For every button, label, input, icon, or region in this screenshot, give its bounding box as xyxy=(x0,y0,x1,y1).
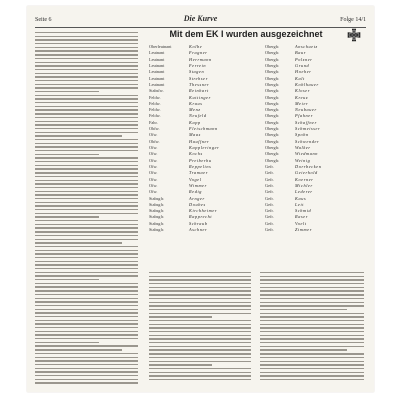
honor-name: Kochs xyxy=(189,151,203,157)
honor-rank: Obfw. xyxy=(149,138,160,144)
honor-rank: Obergfr. xyxy=(265,138,280,144)
honor-name: Anschuetz xyxy=(295,44,318,49)
honor-name: Strehser xyxy=(189,75,208,81)
text-line xyxy=(35,312,138,313)
text-line xyxy=(149,361,251,362)
text-line xyxy=(35,202,138,203)
honor-rank: Obergfr. xyxy=(265,69,280,75)
text-line xyxy=(260,298,364,299)
honor-rank: Ofw. xyxy=(149,145,158,150)
text-line xyxy=(149,372,251,373)
text-line xyxy=(35,316,138,317)
honor-name: Kirchheimer xyxy=(189,208,218,214)
honor-rank: Gefr. xyxy=(265,170,274,176)
honor-rank: Gefr. xyxy=(265,195,274,201)
text-line xyxy=(35,124,138,125)
text-line xyxy=(35,286,138,287)
honor-rank: Stabsfw. xyxy=(149,88,164,94)
text-line xyxy=(35,227,138,228)
text-line xyxy=(35,109,138,110)
text-line xyxy=(35,298,138,299)
honor-name: Fragner xyxy=(189,50,208,56)
honor-name: Schmeisser xyxy=(295,126,321,132)
text-line xyxy=(35,246,138,247)
honor-rank: Fahr. xyxy=(149,119,158,125)
text-line xyxy=(149,283,251,284)
text-line xyxy=(35,73,138,74)
honor-rank: Oberleutnant xyxy=(149,44,172,49)
honor-name: Aschner xyxy=(189,227,208,233)
text-line xyxy=(260,283,364,284)
text-line xyxy=(35,117,138,118)
honor-name: Thessner xyxy=(189,81,210,87)
text-line xyxy=(149,327,251,328)
honor-name: Arnger xyxy=(189,195,205,201)
text-line xyxy=(35,379,138,380)
article-column-right xyxy=(260,272,364,384)
text-line xyxy=(149,338,251,339)
text-line xyxy=(149,316,212,317)
honor-rank: Stabsgfr. xyxy=(149,195,165,201)
honor-rank: Gefr. xyxy=(265,214,274,220)
text-line xyxy=(35,235,138,236)
text-line xyxy=(35,84,138,85)
magazine-page xyxy=(27,6,374,392)
text-line xyxy=(149,309,251,310)
honor-name: Stagen xyxy=(189,69,205,75)
text-line xyxy=(35,334,138,335)
text-line xyxy=(35,65,138,66)
honor-rank: Leutnant xyxy=(149,69,165,75)
text-line xyxy=(35,54,138,55)
honor-name: Baur xyxy=(295,50,306,56)
text-line xyxy=(149,320,251,321)
honor-rank: Stabsgfr. xyxy=(149,214,165,220)
text-line xyxy=(35,205,138,206)
honor-name: Zimmer xyxy=(295,227,312,233)
honor-rank: Leutnant xyxy=(149,56,165,62)
honor-name: Kuttinger xyxy=(189,94,211,100)
honor-rank: Obergfr. xyxy=(265,119,280,125)
honor-name: Redig xyxy=(189,189,203,195)
header-rule xyxy=(35,27,366,28)
text-line xyxy=(149,272,251,273)
honor-rank: Ofw. xyxy=(149,151,158,157)
honor-name: Raser xyxy=(295,214,309,220)
text-line xyxy=(35,128,138,129)
text-line xyxy=(35,275,138,276)
text-line xyxy=(35,360,138,361)
text-line xyxy=(35,305,138,306)
honor-name: Fleischmann xyxy=(189,126,218,132)
text-line xyxy=(35,231,138,232)
honor-name: Neufeld xyxy=(189,113,207,119)
text-line xyxy=(149,302,251,303)
text-line xyxy=(35,224,138,225)
honor-rank: Gefr. xyxy=(265,201,274,207)
honor-name: Polzner xyxy=(295,56,313,62)
text-line xyxy=(35,183,138,184)
honor-name: Geierhold xyxy=(295,170,318,176)
text-line xyxy=(260,302,364,303)
text-line xyxy=(35,150,138,151)
text-line xyxy=(35,176,138,177)
text-line xyxy=(35,121,138,122)
text-line xyxy=(35,342,99,343)
text-line xyxy=(35,349,122,350)
text-line xyxy=(149,335,251,336)
honor-rank: Gefr. xyxy=(265,182,274,188)
text-line xyxy=(35,239,138,240)
text-line xyxy=(35,279,99,280)
text-line xyxy=(35,338,138,339)
text-line xyxy=(35,250,138,251)
text-line xyxy=(35,283,138,284)
article-column-left xyxy=(35,32,138,384)
text-line xyxy=(260,349,347,350)
honor-rank: Feldw. xyxy=(149,107,161,113)
magazine-title: Die Kurve xyxy=(183,14,218,23)
text-line xyxy=(35,87,138,88)
honor-name: Vogel xyxy=(189,176,202,182)
honor-name: Ferrein xyxy=(189,62,207,68)
text-line xyxy=(149,349,251,350)
text-line xyxy=(260,364,364,365)
text-line xyxy=(149,375,251,376)
honor-name: Menz xyxy=(189,107,201,113)
honor-name: Schaffner xyxy=(295,119,317,125)
text-line xyxy=(149,290,251,291)
text-line xyxy=(35,264,138,265)
honor-rank: Obergfr. xyxy=(265,107,280,113)
honor-rank: Leutnant xyxy=(149,75,165,81)
honors-list-right xyxy=(265,44,365,270)
text-line xyxy=(260,279,364,280)
text-line xyxy=(35,139,138,140)
honor-rank: Leutnant xyxy=(149,81,165,87)
honor-rank: Obergfr. xyxy=(265,113,280,119)
honor-name: Grund xyxy=(295,62,310,68)
honor-rank: Obergfr. xyxy=(265,50,280,56)
text-line xyxy=(35,301,138,302)
text-line xyxy=(35,290,138,291)
text-line xyxy=(149,353,251,354)
text-line xyxy=(260,368,364,369)
honor-rank: Feldw. xyxy=(149,113,161,119)
text-line xyxy=(35,69,138,70)
text-line xyxy=(35,143,138,144)
text-line xyxy=(35,331,138,332)
honor-rank: Obergfr. xyxy=(265,94,280,100)
text-line xyxy=(35,261,138,262)
honor-name: Spohn xyxy=(295,132,309,138)
text-line xyxy=(260,357,364,358)
text-line xyxy=(149,379,251,380)
honor-name: Tramaer xyxy=(189,170,209,176)
text-line xyxy=(35,76,138,77)
text-line xyxy=(35,220,138,221)
text-line xyxy=(260,272,364,273)
text-line xyxy=(260,338,364,339)
text-line xyxy=(260,331,364,332)
text-line xyxy=(35,135,122,136)
honor-name: Walker xyxy=(295,145,311,150)
honor-name: Maas xyxy=(189,132,201,138)
text-line xyxy=(35,43,138,44)
honor-name: Pfahner xyxy=(295,113,314,119)
honor-rank: Gefr. xyxy=(265,189,274,195)
text-line xyxy=(35,180,138,181)
honor-rank: Gefr. xyxy=(265,208,274,214)
text-line xyxy=(260,327,364,328)
honor-rank: Obergfr. xyxy=(265,81,280,87)
honor-rank: Obergfr. xyxy=(265,44,280,49)
honor-name: Herrmann xyxy=(189,56,212,62)
text-line xyxy=(260,305,364,306)
honor-rank: Obergfr. xyxy=(265,151,280,157)
honor-rank: Ofw. xyxy=(149,170,158,176)
honor-entry xyxy=(265,227,365,233)
text-line xyxy=(35,172,138,173)
text-line xyxy=(35,353,138,354)
honor-rank: Stabsgfr. xyxy=(149,227,165,233)
text-line xyxy=(35,58,138,59)
text-line xyxy=(35,98,138,99)
honor-rank: Feldw. xyxy=(149,94,161,100)
honor-rank: Ofw. xyxy=(149,132,158,138)
honor-rank: Obergfr. xyxy=(265,56,280,62)
honor-rank: Gefr. xyxy=(265,176,274,182)
text-line xyxy=(35,50,138,51)
text-line xyxy=(260,287,364,288)
honor-rank: Obergfr. xyxy=(265,75,280,81)
honor-name: Hauffner xyxy=(189,138,210,144)
text-line xyxy=(35,194,138,195)
honor-name: Doubes xyxy=(189,201,206,207)
honor-rank: Gefr. xyxy=(265,227,274,233)
text-line xyxy=(35,191,138,192)
honor-rank: Obergfr. xyxy=(265,62,280,68)
text-line xyxy=(35,198,138,199)
honor-rank: Obergfr. xyxy=(265,88,280,94)
honor-name: Kapp xyxy=(189,119,201,125)
text-line xyxy=(149,287,251,288)
text-line xyxy=(35,102,138,103)
honor-name: Kreuz xyxy=(295,94,309,100)
honor-rank: Leutnant xyxy=(149,50,165,56)
honor-rank: Obergfr. xyxy=(265,157,280,163)
issue-label: Folge 14/1 xyxy=(340,17,366,23)
text-line xyxy=(35,157,138,158)
text-line xyxy=(35,168,138,169)
honor-name: Kaus xyxy=(295,195,307,201)
honor-name: Kloser xyxy=(295,88,311,94)
text-line xyxy=(149,357,251,358)
honor-name: Lederer xyxy=(295,189,313,195)
text-line xyxy=(149,324,251,325)
text-line xyxy=(35,132,138,133)
honor-name: Kraus xyxy=(189,100,203,106)
text-line xyxy=(35,62,138,63)
text-line xyxy=(149,342,251,343)
text-line xyxy=(260,372,364,373)
text-line xyxy=(260,379,364,380)
text-line xyxy=(35,154,99,155)
text-line xyxy=(260,320,364,321)
honor-rank: Gefr. xyxy=(265,220,274,226)
text-line xyxy=(149,346,251,347)
text-line xyxy=(35,294,138,295)
text-line xyxy=(260,375,364,376)
honor-rank: Stabsgfr. xyxy=(149,201,165,207)
honor-rank: Obergfr. xyxy=(265,100,280,106)
honors-list-left xyxy=(149,44,259,270)
honor-rank: Feldw. xyxy=(149,100,161,106)
honor-rank: Ofw. xyxy=(149,182,158,188)
text-line xyxy=(35,272,138,273)
text-line xyxy=(149,298,251,299)
text-line xyxy=(149,305,251,306)
honor-rank: Ofw. xyxy=(149,163,158,169)
honor-rank: Ofw. xyxy=(149,176,158,182)
text-line xyxy=(35,39,138,40)
text-line xyxy=(149,294,251,295)
honor-name: Wiedmann xyxy=(295,151,318,157)
honor-rank: Stabsgfr. xyxy=(149,208,165,214)
honor-name: Koerner xyxy=(295,176,314,182)
text-line xyxy=(35,257,138,258)
text-line xyxy=(260,316,364,317)
text-line xyxy=(35,187,138,188)
honor-name: Meier xyxy=(295,100,309,106)
text-line xyxy=(149,368,251,369)
honor-name: Wimmer xyxy=(189,182,207,188)
text-line xyxy=(260,313,364,314)
text-line xyxy=(35,47,138,48)
honor-rank: Ofw. xyxy=(149,189,158,195)
text-line xyxy=(35,165,138,166)
text-line xyxy=(35,32,138,33)
text-line xyxy=(260,309,347,310)
text-line xyxy=(35,106,138,107)
honor-name: Michler xyxy=(295,182,313,188)
honor-name: Dorrbecken xyxy=(295,163,322,169)
honor-name: Hoeher xyxy=(295,69,312,75)
honor-rank: Obergfr. xyxy=(265,126,280,132)
honor-name: Kappleringer xyxy=(189,145,220,150)
honor-name: Schmid xyxy=(295,208,312,214)
text-line xyxy=(35,242,122,243)
text-line xyxy=(260,276,364,277)
text-line xyxy=(35,327,138,328)
text-line xyxy=(35,357,138,358)
text-line xyxy=(35,209,138,210)
text-line xyxy=(260,294,364,295)
honor-name: Kalt xyxy=(295,75,305,81)
page-number: Seite 6 xyxy=(35,17,52,23)
honor-name: Kolbe xyxy=(189,44,203,49)
honor-rank: Obergfr. xyxy=(265,145,280,150)
text-line xyxy=(35,382,138,383)
honor-name: Reinhart xyxy=(189,88,209,94)
honor-name: Schraub xyxy=(189,220,208,226)
honor-name: Schwender xyxy=(295,138,320,144)
text-line xyxy=(35,253,138,254)
article-column-middle xyxy=(149,272,251,384)
text-line xyxy=(35,216,99,217)
text-line xyxy=(35,95,138,96)
text-line xyxy=(35,364,138,365)
text-line xyxy=(35,213,138,214)
text-line xyxy=(260,361,364,362)
text-line xyxy=(35,80,138,81)
text-line xyxy=(149,364,212,365)
honor-rank: Ofw. xyxy=(149,157,158,163)
honor-entry xyxy=(149,227,259,233)
honor-name: Voelt xyxy=(295,220,307,226)
text-line xyxy=(35,368,138,369)
honor-rank: Stabsgfr. xyxy=(149,220,165,226)
text-line xyxy=(149,279,251,280)
text-line xyxy=(260,346,364,347)
text-line xyxy=(35,146,138,147)
text-line xyxy=(149,313,251,314)
text-line xyxy=(149,276,251,277)
honor-name: Leit xyxy=(295,201,305,207)
iron-cross-icon xyxy=(347,28,361,42)
page-header xyxy=(35,15,366,27)
honor-rank: Leutnant xyxy=(149,62,165,68)
text-line xyxy=(35,309,138,310)
text-line xyxy=(35,161,138,162)
text-line xyxy=(35,91,99,92)
text-line xyxy=(149,331,251,332)
text-line xyxy=(260,342,364,343)
text-line xyxy=(260,353,364,354)
honor-name: Weinig xyxy=(295,157,311,163)
text-line xyxy=(35,320,138,321)
honor-name: Neubauer xyxy=(295,107,317,113)
text-line xyxy=(35,36,138,37)
text-line xyxy=(35,268,138,269)
honor-name: Preiberhu xyxy=(189,157,212,163)
text-line xyxy=(260,324,364,325)
text-line xyxy=(35,345,138,346)
text-line xyxy=(260,335,364,336)
honor-rank: Obfw. xyxy=(149,126,160,132)
honor-rank: Gefr. xyxy=(265,163,274,169)
honor-rank: Obergfr. xyxy=(265,132,280,138)
honors-title: Mit dem EK I wurden ausgezeichnet xyxy=(169,29,323,39)
honor-name: Kohlhauer xyxy=(295,81,319,87)
text-line xyxy=(35,113,138,114)
text-line xyxy=(35,371,138,372)
honor-name: Rapprecht xyxy=(189,214,213,220)
text-line xyxy=(260,290,364,291)
text-line xyxy=(35,323,138,324)
text-line xyxy=(35,375,138,376)
honor-name: Reppelins xyxy=(189,163,212,169)
